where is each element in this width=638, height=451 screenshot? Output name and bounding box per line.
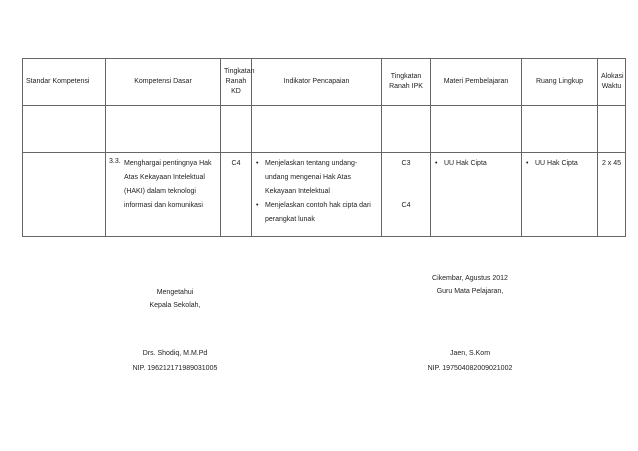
header-tingkatan-ranah-ipk: Tingkatan Ranah IPK (382, 59, 431, 106)
ipk-level: C4 (401, 202, 411, 209)
materi-item: • UU Hak Cipta (434, 157, 518, 171)
ruang-lingkup-item: • UU Hak Cipta (525, 157, 594, 171)
cell-kd-level: C4 (221, 153, 252, 237)
indicator-item: • Menjelaskan tentang undang-undang mengenai Hak Atas Kekayaan Intelektual (255, 157, 378, 199)
header-kompetensi-dasar: Kompetensi Dasar (106, 59, 221, 106)
header-materi-pembelajaran: Materi Pembelajaran (431, 59, 522, 106)
signature-left-heading: Mengetahui Kepala Sekolah, (149, 289, 201, 309)
cell-materi (431, 153, 522, 237)
header-alokasi-waktu: Alokasi Waktu (598, 59, 626, 106)
kd-number: 3.3. (109, 158, 121, 165)
kd-text: Menghargai pentingnya Hak Atas Kekayaan Intelektual (HAKI) dalam teknologi informasi dan komunikasi (124, 160, 212, 209)
table-cell (522, 106, 598, 153)
table-cell (598, 106, 626, 153)
cell-alokasi: 2 x 45 (598, 153, 626, 237)
table-cell (431, 106, 522, 153)
table-cell (106, 106, 221, 153)
signature-left-name: Drs. Shodiq, M.M.Pd NIP. 196212171989031005 (132, 350, 218, 372)
signature-right-name: Jaen, S.Kom NIP. 197504082009021002 (427, 350, 513, 372)
lesson-plan-table (22, 58, 626, 237)
table-row-empty (23, 106, 626, 153)
header-indikator-pencapaian: Indikator Pencapaian (252, 59, 382, 106)
indicator-item: • Menjelaskan contoh hak cipta dari perangkat lunak (255, 199, 378, 227)
table-cell (382, 106, 431, 153)
table-cell (23, 106, 106, 153)
table-header-row (23, 59, 626, 106)
header-tingkatan-ranah-kd: Tingkatan Ranah KD (221, 59, 252, 106)
table-cell (221, 106, 252, 153)
header-ruang-lingkup: Ruang Lingkup (522, 59, 598, 106)
cell-ipk-level (382, 153, 431, 237)
ipk-level: C3 (401, 160, 411, 167)
signature-right-heading: Cikembar, Agustus 2012 Guru Mata Pelajaran, (432, 275, 508, 295)
table-cell (252, 106, 382, 153)
cell-standar-kompetensi (23, 153, 106, 237)
cell-ruang-lingkup (522, 153, 598, 237)
cell-indikator (252, 153, 382, 237)
table-row (23, 153, 626, 237)
cell-kompetensi-dasar (106, 153, 221, 237)
header-standar-kompetensi: Standar Kompetensi (23, 59, 106, 106)
